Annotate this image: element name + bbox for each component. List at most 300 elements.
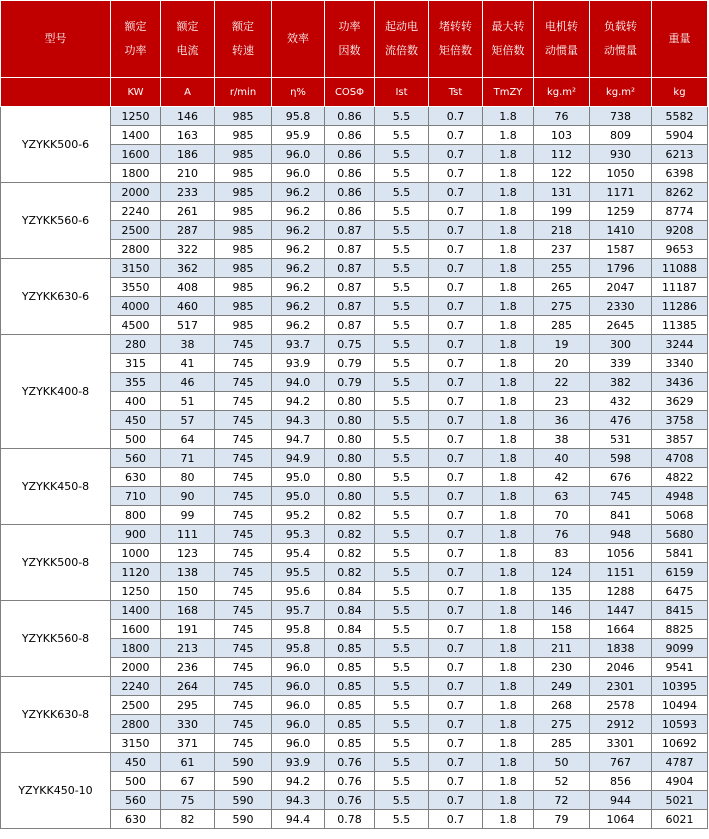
value-cell: 20 — [534, 354, 590, 373]
value-cell: 476 — [590, 411, 652, 430]
value-cell: 5.5 — [375, 449, 429, 468]
value-cell: 745 — [215, 373, 272, 392]
value-cell: 2046 — [590, 658, 652, 677]
value-cell: 94.2 — [272, 392, 325, 411]
value-cell: 0.80 — [325, 430, 375, 449]
value-cell: 948 — [590, 525, 652, 544]
value-cell: 5.5 — [375, 411, 429, 430]
value-cell: 0.78 — [325, 810, 375, 829]
value-cell: 0.7 — [429, 297, 483, 316]
value-cell: 0.85 — [325, 658, 375, 677]
value-cell: 0.82 — [325, 506, 375, 525]
model-cell: YZYKK560-8 — [1, 601, 111, 677]
value-cell: 285 — [534, 734, 590, 753]
value-cell: 745 — [215, 354, 272, 373]
value-cell: 5.5 — [375, 278, 429, 297]
unit-current: A — [161, 78, 215, 107]
value-cell: 5.5 — [375, 221, 429, 240]
value-cell: 0.80 — [325, 392, 375, 411]
value-cell: 1.8 — [483, 259, 534, 278]
value-cell: 40 — [534, 449, 590, 468]
table-row — [1, 449, 708, 468]
value-cell: 95.8 — [272, 620, 325, 639]
value-cell: 285 — [534, 316, 590, 335]
value-cell: 64 — [161, 430, 215, 449]
value-cell: 5.5 — [375, 601, 429, 620]
value-cell: 1.8 — [483, 316, 534, 335]
value-cell: 3150 — [111, 734, 161, 753]
model-cell: YZYKK500-6 — [1, 107, 111, 183]
value-cell: 5.5 — [375, 392, 429, 411]
value-cell: 0.7 — [429, 791, 483, 810]
value-cell: 745 — [215, 544, 272, 563]
value-cell: 0.82 — [325, 563, 375, 582]
value-cell: 985 — [215, 259, 272, 278]
value-cell: 0.7 — [429, 753, 483, 772]
value-cell: 2800 — [111, 715, 161, 734]
header-locked-rotor-torque-ratio: 堵转转矩倍数 — [429, 1, 483, 78]
unit-weight: kg — [652, 78, 708, 107]
value-cell: 745 — [215, 430, 272, 449]
value-cell: 0.7 — [429, 696, 483, 715]
value-cell: 265 — [534, 278, 590, 297]
value-cell: 80 — [161, 468, 215, 487]
value-cell: 96.2 — [272, 221, 325, 240]
value-cell: 5582 — [652, 107, 708, 126]
value-cell: 2301 — [590, 677, 652, 696]
value-cell: 0.7 — [429, 677, 483, 696]
value-cell: 1250 — [111, 107, 161, 126]
value-cell: 275 — [534, 715, 590, 734]
value-cell: 5841 — [652, 544, 708, 563]
value-cell: 93.9 — [272, 354, 325, 373]
value-cell: 5.5 — [375, 430, 429, 449]
value-cell: 2800 — [111, 240, 161, 259]
value-cell: 5.5 — [375, 582, 429, 601]
value-cell: 261 — [161, 202, 215, 221]
value-cell: 5.5 — [375, 677, 429, 696]
value-cell: 0.87 — [325, 221, 375, 240]
value-cell: 236 — [161, 658, 215, 677]
value-cell: 1.8 — [483, 278, 534, 297]
value-cell: 1.8 — [483, 677, 534, 696]
value-cell: 0.7 — [429, 316, 483, 335]
value-cell: 1.8 — [483, 791, 534, 810]
value-cell: 0.7 — [429, 658, 483, 677]
value-cell: 5.5 — [375, 202, 429, 221]
value-cell: 432 — [590, 392, 652, 411]
value-cell: 1.8 — [483, 810, 534, 829]
value-cell: 1838 — [590, 639, 652, 658]
value-cell: 264 — [161, 677, 215, 696]
value-cell: 5.5 — [375, 563, 429, 582]
value-cell: 985 — [215, 240, 272, 259]
value-cell: 0.80 — [325, 468, 375, 487]
value-cell: 0.87 — [325, 259, 375, 278]
value-cell: 400 — [111, 392, 161, 411]
value-cell: 5.5 — [375, 791, 429, 810]
value-cell: 233 — [161, 183, 215, 202]
value-cell: 70 — [534, 506, 590, 525]
header-power-factor: 功率因数 — [325, 1, 375, 78]
value-cell: 5.5 — [375, 658, 429, 677]
table-row — [1, 525, 708, 544]
value-cell: 95.0 — [272, 468, 325, 487]
value-cell: 8774 — [652, 202, 708, 221]
value-cell: 0.87 — [325, 278, 375, 297]
value-cell: 1.8 — [483, 297, 534, 316]
value-cell: 0.7 — [429, 525, 483, 544]
value-cell: 1400 — [111, 126, 161, 145]
value-cell: 122 — [534, 164, 590, 183]
value-cell: 0.76 — [325, 753, 375, 772]
value-cell: 3150 — [111, 259, 161, 278]
value-cell: 590 — [215, 772, 272, 791]
value-cell: 2000 — [111, 658, 161, 677]
value-cell: 0.86 — [325, 183, 375, 202]
value-cell: 94.4 — [272, 810, 325, 829]
value-cell: 985 — [215, 278, 272, 297]
value-cell: 72 — [534, 791, 590, 810]
value-cell: 985 — [215, 297, 272, 316]
table-row — [1, 183, 708, 202]
value-cell: 146 — [161, 107, 215, 126]
value-cell: 38 — [534, 430, 590, 449]
value-cell: 2500 — [111, 696, 161, 715]
value-cell: 1.8 — [483, 430, 534, 449]
value-cell: 8262 — [652, 183, 708, 202]
value-cell: 295 — [161, 696, 215, 715]
value-cell: 112 — [534, 145, 590, 164]
value-cell: 150 — [161, 582, 215, 601]
value-cell: 63 — [534, 487, 590, 506]
value-cell: 96.0 — [272, 715, 325, 734]
header-row-labels — [1, 1, 708, 78]
value-cell: 985 — [215, 316, 272, 335]
value-cell: 96.2 — [272, 297, 325, 316]
value-cell: 0.85 — [325, 639, 375, 658]
value-cell: 5.5 — [375, 373, 429, 392]
value-cell: 1.8 — [483, 240, 534, 259]
value-cell: 985 — [215, 145, 272, 164]
value-cell: 1064 — [590, 810, 652, 829]
table-row — [1, 601, 708, 620]
value-cell: 0.7 — [429, 506, 483, 525]
value-cell: 168 — [161, 601, 215, 620]
table-row — [1, 753, 708, 772]
value-cell: 1.8 — [483, 696, 534, 715]
value-cell: 9653 — [652, 240, 708, 259]
value-cell: 738 — [590, 107, 652, 126]
value-cell: 163 — [161, 126, 215, 145]
value-cell: 1151 — [590, 563, 652, 582]
table-row — [1, 677, 708, 696]
value-cell: 96.2 — [272, 202, 325, 221]
value-cell: 135 — [534, 582, 590, 601]
value-cell: 2500 — [111, 221, 161, 240]
value-cell: 1.8 — [483, 487, 534, 506]
value-cell: 2912 — [590, 715, 652, 734]
value-cell: 2047 — [590, 278, 652, 297]
value-cell: 146 — [534, 601, 590, 620]
value-cell: 0.85 — [325, 715, 375, 734]
value-cell: 590 — [215, 810, 272, 829]
value-cell: 0.7 — [429, 202, 483, 221]
value-cell: 1410 — [590, 221, 652, 240]
value-cell: 3340 — [652, 354, 708, 373]
value-cell: 985 — [215, 126, 272, 145]
header-rated-speed: 额定转速 — [215, 1, 272, 78]
value-cell: 124 — [534, 563, 590, 582]
value-cell: 10395 — [652, 677, 708, 696]
value-cell: 1.8 — [483, 164, 534, 183]
value-cell: 5.5 — [375, 772, 429, 791]
value-cell: 287 — [161, 221, 215, 240]
value-cell: 745 — [215, 677, 272, 696]
value-cell: 1.8 — [483, 183, 534, 202]
value-cell: 186 — [161, 145, 215, 164]
value-cell: 211 — [534, 639, 590, 658]
value-cell: 94.2 — [272, 772, 325, 791]
model-cell: YZYKK630-6 — [1, 259, 111, 335]
value-cell: 94.9 — [272, 449, 325, 468]
value-cell: 745 — [215, 715, 272, 734]
value-cell: 94.3 — [272, 411, 325, 430]
value-cell: 5.5 — [375, 297, 429, 316]
value-cell: 96.0 — [272, 696, 325, 715]
value-cell: 96.0 — [272, 677, 325, 696]
value-cell: 4948 — [652, 487, 708, 506]
value-cell: 0.7 — [429, 810, 483, 829]
value-cell: 2240 — [111, 677, 161, 696]
value-cell: 268 — [534, 696, 590, 715]
value-cell: 2240 — [111, 202, 161, 221]
value-cell: 1600 — [111, 620, 161, 639]
value-cell: 1.8 — [483, 620, 534, 639]
value-cell: 96.0 — [272, 164, 325, 183]
unit-power-factor: COSΦ — [325, 78, 375, 107]
spec-table-body — [1, 107, 708, 829]
value-cell: 5.5 — [375, 639, 429, 658]
value-cell: 745 — [215, 335, 272, 354]
value-cell: 5.5 — [375, 753, 429, 772]
value-cell: 11385 — [652, 316, 708, 335]
value-cell: 0.7 — [429, 164, 483, 183]
value-cell: 123 — [161, 544, 215, 563]
value-cell: 1.8 — [483, 753, 534, 772]
value-cell: 8825 — [652, 620, 708, 639]
value-cell: 1.8 — [483, 582, 534, 601]
value-cell: 0.7 — [429, 487, 483, 506]
table-row — [1, 335, 708, 354]
value-cell: 2330 — [590, 297, 652, 316]
value-cell: 745 — [215, 411, 272, 430]
header-row-units — [1, 78, 708, 107]
unit-efficiency: η% — [272, 78, 325, 107]
value-cell: 339 — [590, 354, 652, 373]
value-cell: 745 — [215, 506, 272, 525]
value-cell: 96.2 — [272, 259, 325, 278]
value-cell: 745 — [215, 449, 272, 468]
value-cell: 5.5 — [375, 506, 429, 525]
value-cell: 5680 — [652, 525, 708, 544]
value-cell: 1796 — [590, 259, 652, 278]
value-cell: 985 — [215, 202, 272, 221]
value-cell: 8415 — [652, 601, 708, 620]
value-cell: 745 — [590, 487, 652, 506]
value-cell: 0.79 — [325, 354, 375, 373]
value-cell: 0.7 — [429, 449, 483, 468]
value-cell: 11187 — [652, 278, 708, 297]
value-cell: 362 — [161, 259, 215, 278]
model-cell: YZYKK400-8 — [1, 335, 111, 449]
value-cell: 76 — [534, 107, 590, 126]
value-cell: 0.7 — [429, 183, 483, 202]
value-cell: 5.5 — [375, 696, 429, 715]
value-cell: 75 — [161, 791, 215, 810]
value-cell: 1250 — [111, 582, 161, 601]
value-cell: 51 — [161, 392, 215, 411]
unit-locked-torque: Tst — [429, 78, 483, 107]
value-cell: 1.8 — [483, 658, 534, 677]
value-cell: 4708 — [652, 449, 708, 468]
value-cell: 5.5 — [375, 259, 429, 278]
value-cell: 0.7 — [429, 240, 483, 259]
value-cell: 0.7 — [429, 107, 483, 126]
value-cell: 76 — [534, 525, 590, 544]
value-cell: 4787 — [652, 753, 708, 772]
value-cell: 985 — [215, 107, 272, 126]
header-motor-inertia: 电机转动惯量 — [534, 1, 590, 78]
value-cell: 3758 — [652, 411, 708, 430]
header-starting-current-ratio: 起动电流倍数 — [375, 1, 429, 78]
value-cell: 0.86 — [325, 126, 375, 145]
value-cell: 0.7 — [429, 563, 483, 582]
value-cell: 1.8 — [483, 506, 534, 525]
value-cell: 5.5 — [375, 544, 429, 563]
value-cell: 322 — [161, 240, 215, 259]
value-cell: 1.8 — [483, 335, 534, 354]
value-cell: 0.7 — [429, 601, 483, 620]
value-cell: 630 — [111, 810, 161, 829]
value-cell: 1.8 — [483, 772, 534, 791]
value-cell: 0.7 — [429, 145, 483, 164]
value-cell: 1.8 — [483, 126, 534, 145]
value-cell: 22 — [534, 373, 590, 392]
value-cell: 745 — [215, 734, 272, 753]
value-cell: 0.79 — [325, 373, 375, 392]
value-cell: 19 — [534, 335, 590, 354]
value-cell: 1.8 — [483, 563, 534, 582]
value-cell: 67 — [161, 772, 215, 791]
value-cell: 1800 — [111, 639, 161, 658]
value-cell: 1.8 — [483, 601, 534, 620]
value-cell: 5021 — [652, 791, 708, 810]
value-cell: 598 — [590, 449, 652, 468]
value-cell: 96.0 — [272, 734, 325, 753]
value-cell: 38 — [161, 335, 215, 354]
value-cell: 5.5 — [375, 164, 429, 183]
value-cell: 745 — [215, 658, 272, 677]
value-cell: 0.7 — [429, 221, 483, 240]
value-cell: 95.5 — [272, 563, 325, 582]
header-rated-current: 额定电流 — [161, 1, 215, 78]
value-cell: 1664 — [590, 620, 652, 639]
value-cell: 1.8 — [483, 525, 534, 544]
value-cell: 1.8 — [483, 411, 534, 430]
value-cell: 676 — [590, 468, 652, 487]
value-cell: 5.5 — [375, 487, 429, 506]
value-cell: 0.76 — [325, 772, 375, 791]
value-cell: 0.7 — [429, 734, 483, 753]
value-cell: 0.7 — [429, 772, 483, 791]
value-cell: 23 — [534, 392, 590, 411]
value-cell: 1.8 — [483, 639, 534, 658]
value-cell: 94.3 — [272, 791, 325, 810]
value-cell: 0.7 — [429, 126, 483, 145]
value-cell: 5.5 — [375, 468, 429, 487]
model-cell: YZYKK450-8 — [1, 449, 111, 525]
value-cell: 95.2 — [272, 506, 325, 525]
value-cell: 2000 — [111, 183, 161, 202]
value-cell: 382 — [590, 373, 652, 392]
value-cell: 6159 — [652, 563, 708, 582]
value-cell: 1056 — [590, 544, 652, 563]
value-cell: 0.7 — [429, 354, 483, 373]
value-cell: 315 — [111, 354, 161, 373]
value-cell: 5.5 — [375, 145, 429, 164]
value-cell: 3244 — [652, 335, 708, 354]
value-cell: 90 — [161, 487, 215, 506]
value-cell: 0.7 — [429, 620, 483, 639]
value-cell: 52 — [534, 772, 590, 791]
value-cell: 5.5 — [375, 316, 429, 335]
value-cell: 1400 — [111, 601, 161, 620]
value-cell: 9541 — [652, 658, 708, 677]
value-cell: 10593 — [652, 715, 708, 734]
value-cell: 95.6 — [272, 582, 325, 601]
value-cell: 41 — [161, 354, 215, 373]
value-cell: 4904 — [652, 772, 708, 791]
value-cell: 0.76 — [325, 791, 375, 810]
value-cell: 0.86 — [325, 145, 375, 164]
value-cell: 36 — [534, 411, 590, 430]
value-cell: 249 — [534, 677, 590, 696]
header-weight: 重量 — [652, 1, 708, 78]
model-cell: YZYKK630-8 — [1, 677, 111, 753]
value-cell: 93.9 — [272, 753, 325, 772]
value-cell: 500 — [111, 772, 161, 791]
value-cell: 841 — [590, 506, 652, 525]
value-cell: 96.2 — [272, 240, 325, 259]
value-cell: 900 — [111, 525, 161, 544]
value-cell: 111 — [161, 525, 215, 544]
value-cell: 5.5 — [375, 354, 429, 373]
value-cell: 0.84 — [325, 620, 375, 639]
value-cell: 4822 — [652, 468, 708, 487]
header-model: 型号 — [1, 1, 111, 78]
unit-max-torque: TmZY — [483, 78, 534, 107]
model-cell: YZYKK450-10 — [1, 753, 111, 829]
value-cell: 450 — [111, 411, 161, 430]
value-cell: 61 — [161, 753, 215, 772]
value-cell: 5.5 — [375, 240, 429, 259]
value-cell: 0.7 — [429, 582, 483, 601]
value-cell: 2578 — [590, 696, 652, 715]
value-cell: 96.0 — [272, 145, 325, 164]
value-cell: 0.7 — [429, 373, 483, 392]
value-cell: 745 — [215, 601, 272, 620]
